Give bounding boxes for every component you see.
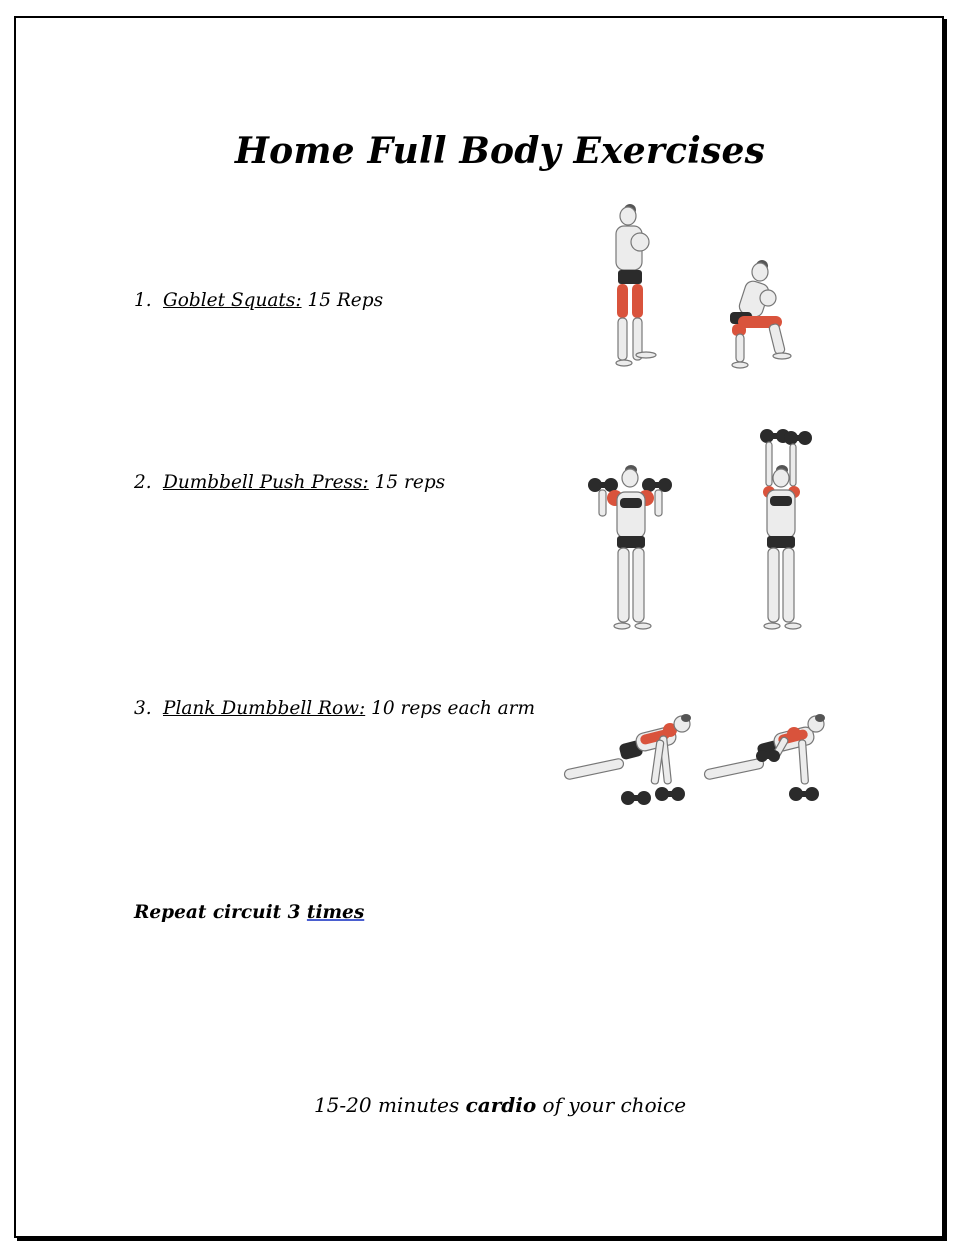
- overhead-press-figure: [760, 429, 812, 629]
- exercise-number: 1.: [134, 290, 152, 311]
- exercise-number: 2.: [134, 472, 152, 493]
- push-press-figures: [585, 422, 815, 632]
- plank-row-figures: [558, 712, 828, 816]
- exercise-name: Goblet Squats:: [163, 290, 302, 311]
- exercise-number: 3.: [134, 698, 152, 719]
- squatting-figure: [730, 260, 791, 368]
- rack-position-figure: [588, 465, 672, 629]
- page-title: Home Full Body Exercises: [234, 130, 766, 172]
- plank-figure: [564, 714, 691, 805]
- cardio-prefix: 15-20 minutes: [313, 1093, 466, 1117]
- repeat-emphasis: times: [306, 902, 365, 923]
- exercise-item-2: [134, 472, 445, 493]
- exercise-name: Plank Dumbbell Row:: [163, 698, 366, 719]
- cardio-note: [0, 1093, 972, 1117]
- exercise-name: Dumbbell Push Press:: [163, 472, 369, 493]
- standing-figure: [616, 204, 656, 366]
- goblet-squat-figures: [590, 200, 820, 372]
- cardio-bold: cardio: [465, 1093, 537, 1117]
- cardio-suffix: of your choice: [536, 1093, 687, 1117]
- exercise-detail: 15 Reps: [301, 290, 384, 311]
- exercise-detail: 15 reps: [368, 472, 446, 493]
- repeat-circuit-note: [134, 902, 364, 923]
- exercise-item-3: [134, 698, 535, 719]
- repeat-text: Repeat circuit 3: [134, 902, 307, 923]
- row-figure: [704, 714, 825, 801]
- exercise-item-1: [134, 290, 383, 311]
- exercise-detail: 10 reps each arm: [365, 698, 536, 719]
